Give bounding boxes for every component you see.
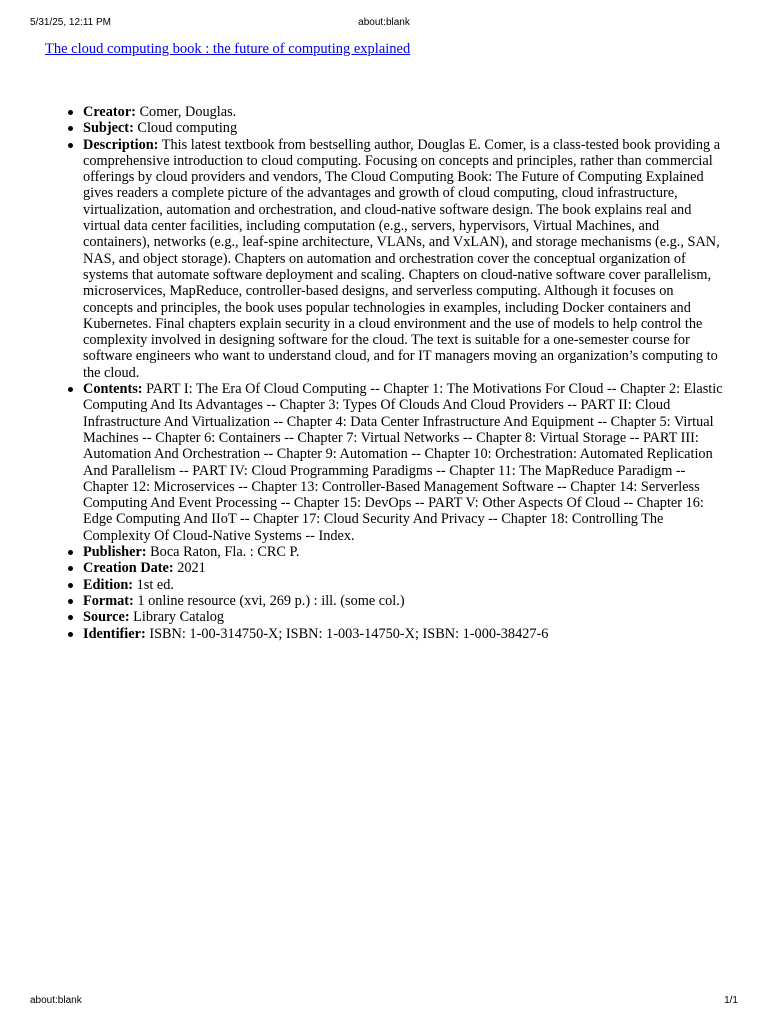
field-value-description: This latest textbook from bestselling author, Douglas E. Comer, is a class-tested book providing a comprehensive introduction to cloud computing. Focusing on concepts and principles, rather than commercial offerings by cloud providers and vendors, The Cloud Computing Book: The Future of Computing Explained gives readers a complete picture of the advantages and growth of cloud computing, cloud infrastructure, virtualization, automation and orchestration, and cloud-native software design. The book explains real and virtual data center facilities, including computation (e.g., servers, hypervisors, Virtual Machines, and containers), networks (e.g., leaf-spine architecture, VLANs, and VxLAN), and storage mechanisms (e.g., SAN, NAS, and object storage). Chapters on automation and orchestration cover the conceptual organization of systems that automate software deployment and scaling. Chapters on cloud-native software cover parallelism, microservices, MapReduce, controller-based designs, and serverless computing. Although it focuses on concepts and principles, the book uses popular technologies in examples, including Docker containers and Kubernetes. Final chapters explain security in a cloud environment and the use of models to help control the complexity involved in designing software for the cloud. The text is suitable for a one-semester course for software engineers who want to understand cloud, and for IT managers moving an organization’s computing to the cloud. <box>83 136 721 381</box>
field-source <box>83 609 723 625</box>
field-creation-date <box>83 560 723 576</box>
field-value-creator: Comer, Douglas. <box>139 104 237 120</box>
field-edition <box>83 577 723 593</box>
field-label-identifier: Identifier: <box>83 625 146 642</box>
field-identifier <box>83 626 723 642</box>
field-creator <box>83 104 723 120</box>
field-publisher <box>83 544 723 560</box>
field-label-contents: Contents: <box>83 381 143 398</box>
print-page-title: about:blank <box>358 17 410 28</box>
field-value-edition: 1st ed. <box>136 576 174 593</box>
print-footer-url: about:blank <box>30 995 82 1006</box>
print-header <box>0 16 768 30</box>
field-label-format: Format: <box>83 592 134 609</box>
field-label-edition: Edition: <box>83 576 134 593</box>
field-description <box>83 137 723 381</box>
field-value-contents: PART I: The Era Of Cloud Computing -- Chapter 1: The Motivations For Cloud -- Chapter 2: Elastic Computing And Its Advantages -- Chapter 3: Types Of Clouds And Cloud Providers -- PART II: Cloud Infrastructure And Virtualization -- Chapter 4: Data Center Infrastructure And Equipment -- Chapter 5: Virtual Machines -- Chapter 6: Containers -- Chapter 7: Virtual Networks -- Chapter 8: Virtual Storage -- PART III: Automation And Orchestration -- Chapter 9: Automation -- Chapter 10: Orchestration: Automated Replication And Parallelism -- PART IV: Cloud Programming Paradigms -- Chapter 11: The MapReduce Paradigm -- Chapter 12: Microservices -- Chapter 13: Controller-Based Management Software -- Chapter 14: Serverless Computing And Event Processing -- Chapter 15: DevOps -- PART V: Other Aspects Of Cloud -- Chapter 16: Edge Computing And IIoT -- Chapter 17: Cloud Security And Privacy -- Chapter 18: Controlling The Complexity Of Cloud-Native Systems -- Index. <box>83 381 723 544</box>
field-label-source: Source: <box>83 609 130 626</box>
field-contents <box>83 381 723 544</box>
field-value-format: 1 online resource (xvi, 269 p.) : ill. (some col.) <box>137 592 405 609</box>
field-subject <box>83 120 723 136</box>
record-field-list <box>83 104 723 642</box>
field-value-source: Library Catalog <box>133 609 225 626</box>
field-label-subject: Subject: <box>83 120 134 137</box>
field-format <box>83 593 723 609</box>
print-page-number: 1/1 <box>724 995 738 1006</box>
print-datetime: 5/31/25, 12:11 PM <box>30 17 111 28</box>
print-footer <box>0 994 768 1008</box>
field-label-description: Description: <box>83 136 159 153</box>
field-label-creator: Creator: <box>83 104 136 120</box>
record-title-link[interactable]: The cloud computing book : the future of computing explained <box>45 41 411 57</box>
field-value-subject: Cloud computing <box>137 120 238 137</box>
field-label-creation-date: Creation Date: <box>83 560 174 577</box>
field-value-identifier: ISBN: 1-00-314750-X; ISBN: 1-003-14750-X; ISBN: 1-000-38427-6 <box>149 625 549 642</box>
field-value-creation-date: 2021 <box>177 560 206 577</box>
field-value-publisher: Boca Raton, Fla. : CRC P. <box>150 544 300 561</box>
field-label-publisher: Publisher: <box>83 544 147 561</box>
